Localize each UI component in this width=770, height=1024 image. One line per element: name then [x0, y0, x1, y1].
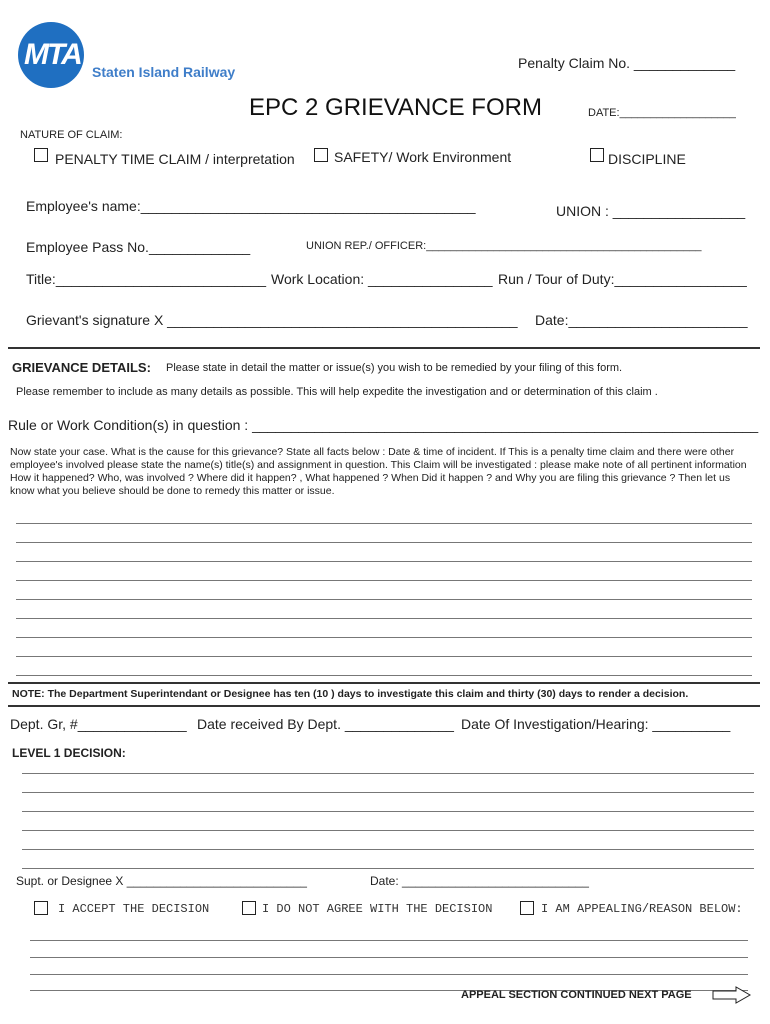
appealing-label: I AM APPEALING/REASON BELOW:	[541, 902, 743, 916]
decision-line[interactable]	[22, 830, 754, 831]
writing-line[interactable]	[16, 542, 752, 543]
writing-line[interactable]	[16, 656, 752, 657]
discipline-checkbox[interactable]	[590, 148, 604, 162]
signature-date-field[interactable]: Date:_______________________	[535, 312, 748, 328]
details-reminder: Please remember to include as many details as possible. This will help expedite the investigation and or determination of this claim .	[16, 386, 658, 398]
penalty-time-label: PENALTY TIME CLAIM / interpretation	[55, 151, 295, 167]
writing-line[interactable]	[16, 618, 752, 619]
employee-pass-field[interactable]: Employee Pass No._____________	[26, 239, 251, 255]
nature-of-claim-label: NATURE OF CLAIM:	[20, 129, 123, 141]
decision-line[interactable]	[22, 849, 754, 850]
writing-line[interactable]	[16, 599, 752, 600]
note-top-divider	[8, 682, 760, 684]
safety-label: SAFETY/ Work Environment	[334, 149, 512, 165]
disagree-decision-label: I DO NOT AGREE WITH THE DECISION	[262, 902, 493, 916]
dept-gr-field[interactable]: Dept. Gr, #______________	[10, 716, 187, 732]
decision-line[interactable]	[22, 792, 754, 793]
safety-checkbox[interactable]	[314, 148, 328, 162]
date-investigation-field[interactable]: Date Of Investigation/Hearing: __________	[461, 716, 731, 732]
accept-decision-label: I ACCEPT THE DECISION	[58, 902, 210, 916]
reason-line[interactable]	[30, 940, 748, 941]
right-arrow-icon	[712, 986, 752, 1004]
grievance-details-heading: GRIEVANCE DETAILS:	[12, 360, 151, 375]
work-location-field[interactable]: Work Location: ________________	[271, 271, 493, 287]
rule-condition-field[interactable]: Rule or Work Condition(s) in question : _________________________________________________________________	[8, 417, 759, 433]
supt-date-field[interactable]: Date: ____________________________	[370, 874, 589, 888]
run-tour-field[interactable]: Run / Tour of Duty:_________________	[498, 271, 747, 287]
appeal-continued-text: APPEAL SECTION CONTINUED NEXT PAGE	[461, 989, 692, 1001]
mta-logo-text: MTA	[24, 38, 81, 71]
union-field[interactable]: UNION : _________________	[556, 203, 746, 219]
penalty-time-checkbox[interactable]	[34, 148, 48, 162]
decision-line[interactable]	[22, 773, 754, 774]
decision-line[interactable]	[22, 811, 754, 812]
penalty-claim-field[interactable]: Penalty Claim No. _____________	[518, 55, 736, 71]
disagree-decision-checkbox[interactable]	[242, 901, 256, 915]
accept-decision-checkbox[interactable]	[34, 901, 48, 915]
writing-line[interactable]	[16, 561, 752, 562]
grievant-signature-field[interactable]: Grievant's signature X _____________________________________________	[26, 312, 518, 328]
note-bottom-divider	[8, 705, 760, 707]
writing-line[interactable]	[16, 523, 752, 524]
org-name: Staten Island Railway	[92, 64, 236, 80]
level1-heading: LEVEL 1 DECISION:	[12, 746, 126, 760]
writing-line[interactable]	[16, 675, 752, 676]
section-divider	[8, 347, 760, 349]
union-rep-field[interactable]: UNION REP./ OFFICER:_____________________________________________	[306, 240, 702, 252]
form-title: EPC 2 GRIEVANCE FORM	[249, 94, 542, 121]
decision-line[interactable]	[22, 868, 754, 869]
date-field[interactable]: DATE:___________________	[588, 107, 736, 119]
note-text: NOTE: The Department Superintendant or Designee has ten (10 ) days to investigate this claim and thirty (30) days to render a decision.	[12, 688, 689, 700]
reason-line[interactable]	[30, 974, 748, 975]
writing-line[interactable]	[16, 637, 752, 638]
employee-name-field[interactable]: Employee's name:___________________________________________	[26, 198, 476, 214]
appealing-checkbox[interactable]	[520, 901, 534, 915]
discipline-label: DISCIPLINE	[608, 151, 686, 167]
title-field[interactable]: Title:___________________________	[26, 271, 267, 287]
writing-line[interactable]	[16, 580, 752, 581]
supt-signature-field[interactable]: Supt. or Designee X ___________________________	[16, 874, 307, 888]
grievance-details-note: Please state in detail the matter or issue(s) you wish to be remedied by your filing of this form.	[166, 362, 623, 374]
reason-line[interactable]	[30, 957, 748, 958]
case-instructions: Now state your case. What is the cause for this grievance? State all facts below : Date & time of incident. If This is a penalty time claim and there were other employee's involved please state the name(s) title(s) and assignment in question. This Claim will be investigated : please make note of all pertinent information How it happened? Who, was involved ? Where did it happen? , What happened ? When Did it happen ? and Why you are filing this grievance ? Then let us know what you believe should be done to remedy this matter or issue.	[10, 446, 747, 497]
date-received-field[interactable]: Date received By Dept. ______________	[197, 716, 454, 732]
